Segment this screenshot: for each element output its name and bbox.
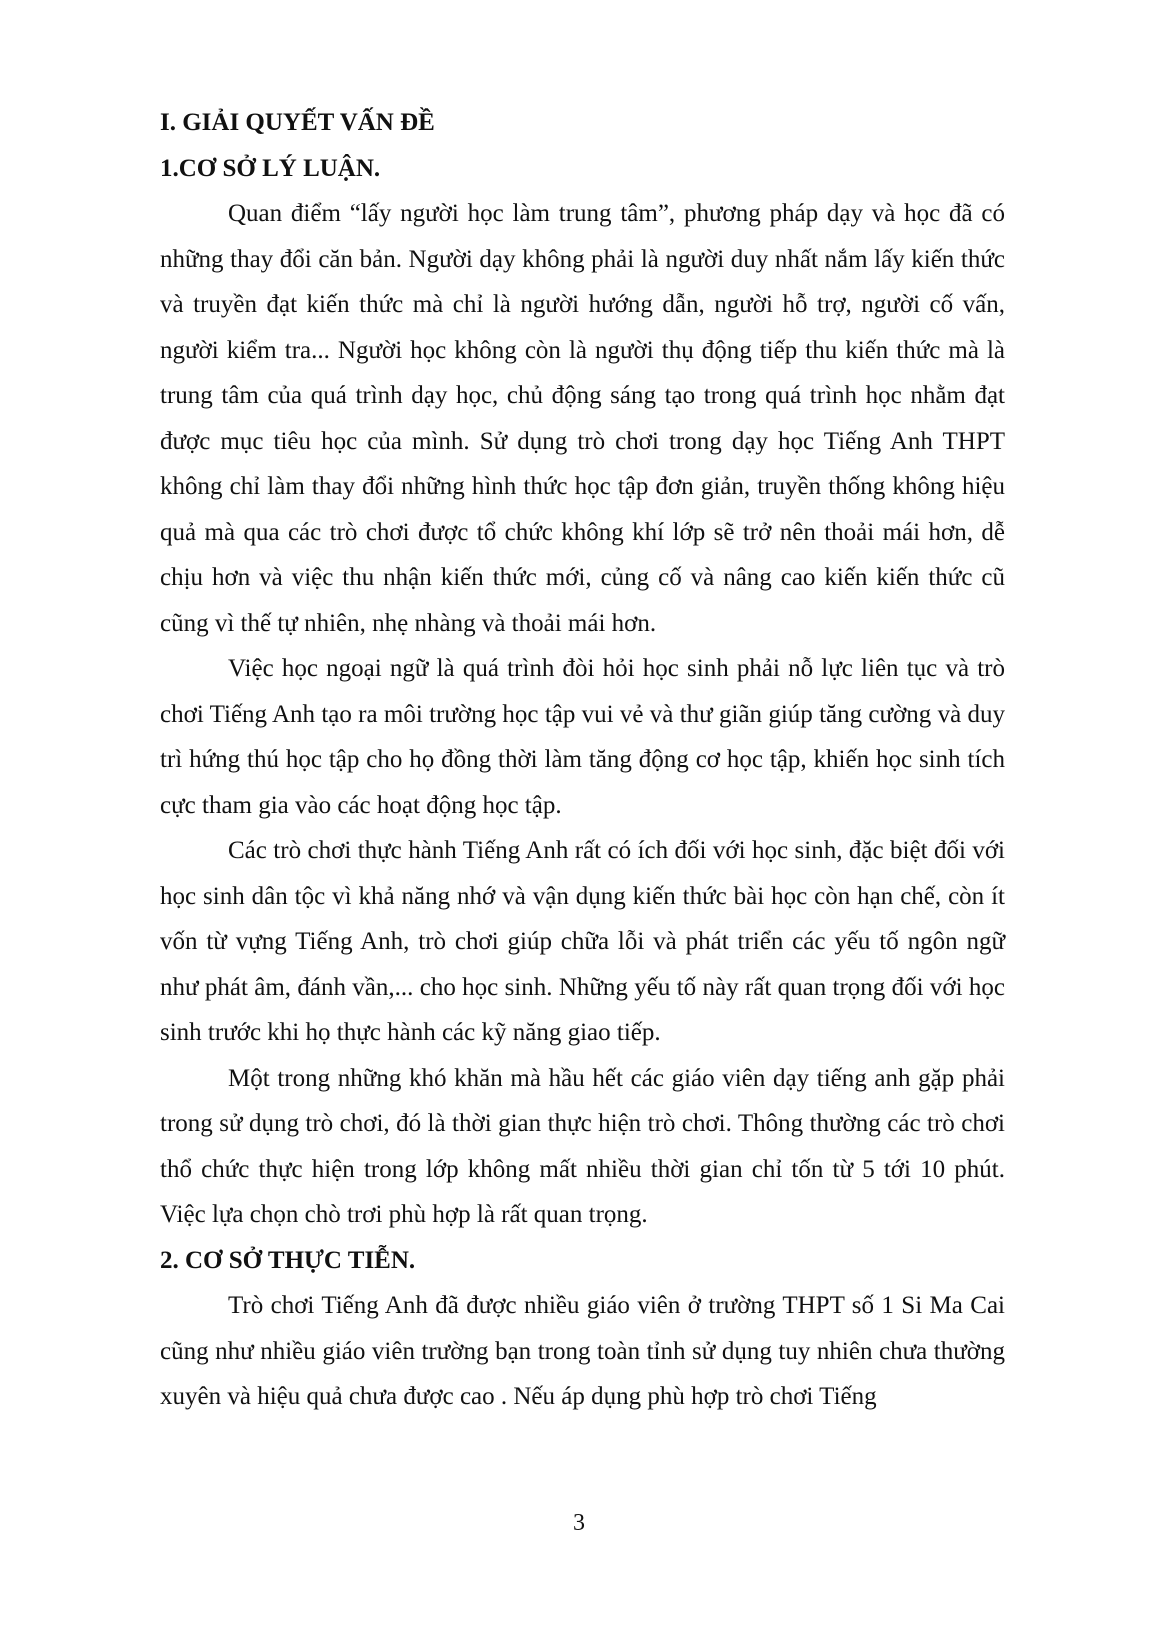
paragraph: Việc học ngoại ngữ là quá trình đòi hỏi học sinh phải nỗ lực liên tục và trò chơi Tiếng Anh tạo ra môi trường học tập vui vẻ và thư giãn giúp tăng cường và duy trì hứng thú học tập cho họ đồng thời làm tăng động cơ học tập, khiến học sinh tích cực tham gia vào các hoạt động học tập.	[160, 655, 1005, 819]
paragraph: Các trò chơi thực hành Tiếng Anh rất có ích đối với học sinh, đặc biệt đối với học sinh dân tộc vì khả năng nhớ và vận dụng kiến thức bài học còn hạn chế, còn ít vốn từ vựng Tiếng Anh, trò chơi giúp chữa lỗi và phát triển các yếu tố ngôn ngữ như phát âm, đánh vần,... cho học sinh. Những yếu tố này rất quan trọng đối với học sinh trước khi họ thực hành các kỹ năng giao tiếp.	[160, 837, 1005, 1046]
subsection-1-heading: 1.CƠ SỞ LÝ LUẬN.	[160, 154, 381, 182]
subsection-2-heading: 2. CƠ SỞ THỰC TIỄN.	[160, 1246, 416, 1274]
paragraph: Quan điểm “lấy người học làm trung tâm”, phương pháp dạy và học đã có những thay đổi căn bản. Người dạy không phải là người duy nhất nắm lấy kiến thức và truyền đạt kiến thức mà chỉ là người hướng dẫn, người hỗ trợ, người cố vấn, người kiểm tra... Người học không còn là người thụ động tiếp thu kiến thức mà là trung tâm của quá trình dạy học, chủ động sáng tạo trong quá trình học nhằm đạt được mục tiêu học của mình. Sử dụng trò chơi trong dạy học Tiếng Anh THPT không chỉ làm thay đổi những hình thức học tập đơn giản, truyền thống không hiệu quả mà qua các trò chơi được tổ chức không khí lớp sẽ trở nên thoải mái hơn, dễ chịu hơn và việc thu nhận kiến thức mới, củng cố và nâng cao kiến kiến thức cũ cũng vì thế tự nhiên, nhẹ nhàng và thoải mái hơn.	[160, 200, 1005, 637]
page-number: 3	[573, 1510, 585, 1536]
paragraph: Trò chơi Tiếng Anh đã được nhiều giáo viên ở trường THPT số 1 Si Ma Cai cũng như nhiều giáo viên trường bạn trong toàn tỉnh sử dụng tuy nhiên chưa thường xuyên và hiệu quả chưa được cao . Nếu áp dụng phù hợp trò chơi Tiếng	[160, 1292, 1005, 1410]
paragraph: Một trong những khó khăn mà hầu hết các giáo viên dạy tiếng anh gặp phải trong sử dụng trò chơi, đó là thời gian thực hiện trò chơi. Thông thường các trò chơi thổ chức thực hiện trong lớp không mất nhiều thời gian chỉ tốn từ 5 tới 10 phút. Việc lựa chọn chò trơi phù hợp là rất quan trọng.	[160, 1064, 1005, 1228]
document-body	[160, 100, 1005, 1420]
section-heading: I. GIẢI QUYẾT VẤN ĐỀ	[160, 109, 435, 136]
